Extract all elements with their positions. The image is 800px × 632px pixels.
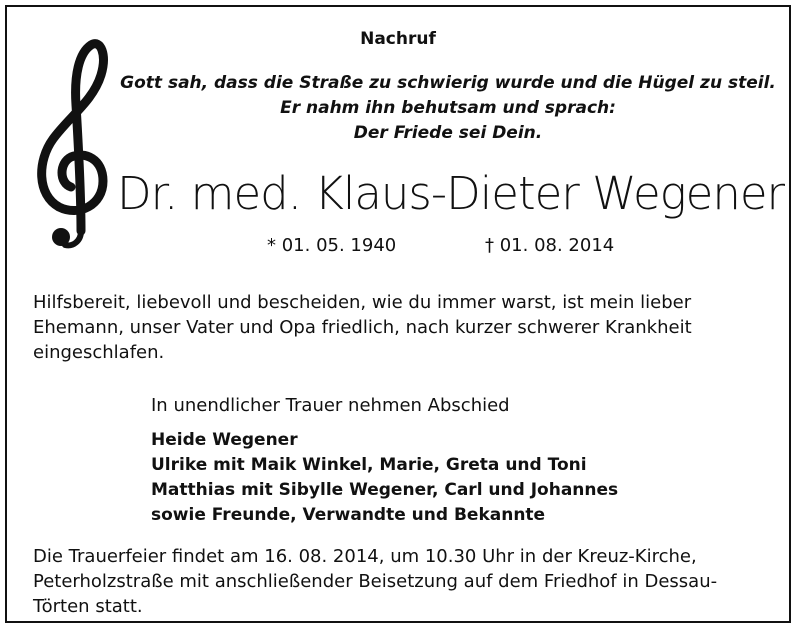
notice-heading: Nachruf (360, 29, 436, 49)
farewell-intro: In unendlicher Trauer nehmen Abschied (151, 395, 510, 416)
obituary-message (33, 290, 767, 365)
death-date: † 01. 08. 2014 (485, 235, 615, 256)
quote-line: Gott sah, dass die Straße zu schwierig wurde und die Hügel zu steil. (120, 73, 776, 93)
deceased-name: Dr. med. Klaus-Dieter Wegener (117, 167, 785, 220)
quote-line: Er nahm ihn behutsam und sprach: (280, 98, 616, 118)
list-item: sowie Freunde, Verwandte und Bekannte (151, 505, 546, 525)
message-line: Ehemann, unser Vater und Opa friedlich, nach kurzer schwerer Krankheit (33, 317, 692, 338)
list-item: Matthias mit Sibylle Wegener, Carl und Johannes (151, 480, 619, 500)
list-item: Ulrike mit Maik Winkel, Marie, Greta und Toni (151, 455, 587, 475)
list-item: Heide Wegener (151, 430, 298, 450)
funeral-line: Peterholzstraße mit anschließender Beisetzung auf dem Friedhof in Dessau- (33, 571, 718, 592)
memorial-quote (107, 71, 789, 146)
quote-line: Der Friede sei Dein. (353, 123, 543, 143)
funeral-details (33, 544, 767, 619)
mourners-list (151, 428, 618, 528)
message-line: eingeschlafen. (33, 342, 165, 363)
funeral-line: Törten statt. (33, 596, 143, 617)
obituary-notice (5, 5, 791, 623)
birth-date: * 01. 05. 1940 (267, 235, 397, 256)
message-line: Hilfsbereit, liebevoll und bescheiden, wie du immer warst, ist mein lieber (33, 292, 692, 313)
funeral-line: Die Trauerfeier findet am 16. 08. 2014, um 10.30 Uhr in der Kreuz-Kirche, (33, 546, 697, 567)
treble-clef-icon (29, 35, 119, 250)
